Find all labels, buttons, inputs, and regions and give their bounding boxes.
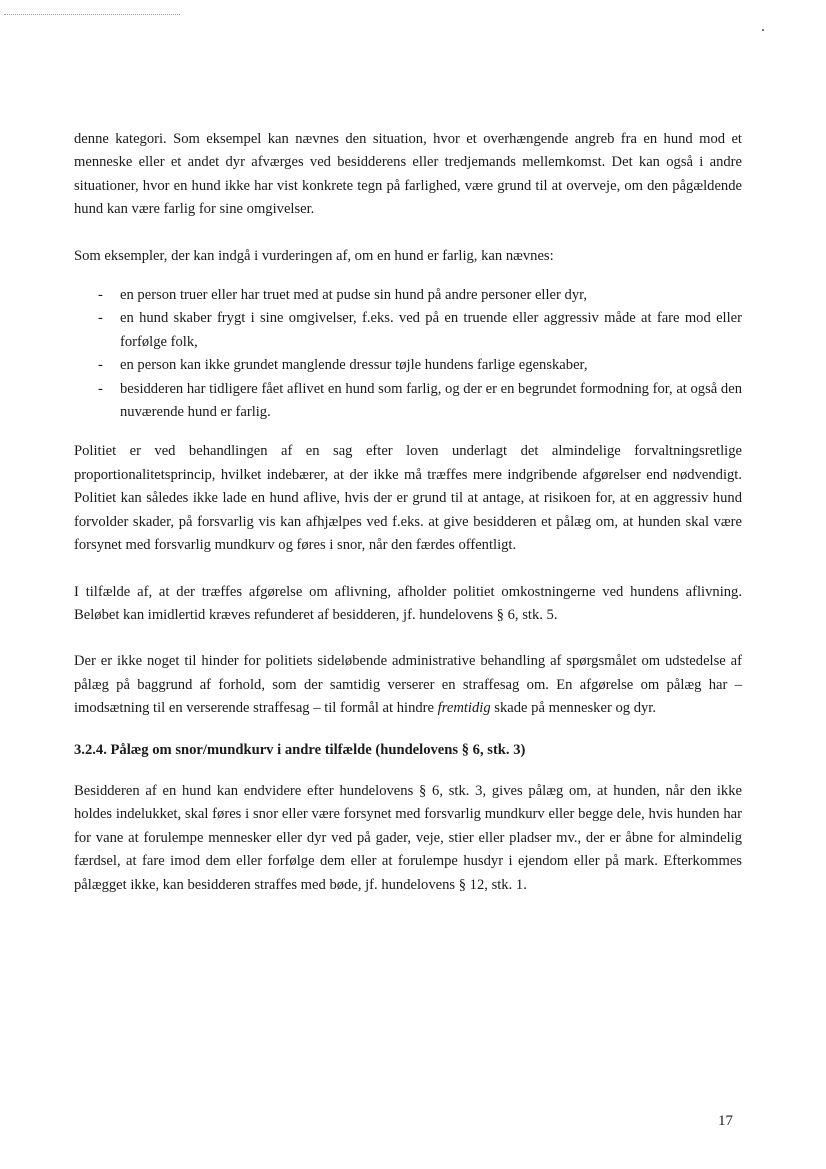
emphasis-text: fremtidig xyxy=(437,700,491,717)
section-heading: 3.2.4. Pålæg om snor/mundkurv i andre tilfælde (hundelovens § 6, stk. 3) xyxy=(74,741,526,758)
scan-artifact-line xyxy=(4,14,180,15)
scan-artifact-dot xyxy=(762,29,764,31)
list-item: - en person kan ikke grundet manglende dressur tøjle hundens farlige egenskaber, xyxy=(98,357,588,374)
paragraph-6: Besidderen af en hund kan endvidere efter hundelovens § 6, stk. 3, gives pålæg om, at hunden, når den ikke holdes indelukket, skal føres i snor eller være forsynet med forsvarlig mundkurv eller begge dele, hvis hunden har for vane at forulempe mennesker eller dyr ved på gader, veje, stier eller pladser mv., der er åbne for almindelig færdsel, at fare imod dem eller forfølge dem eller at forulempe husdyr i ejendom eller på mark. Efterkommes pålægget ikke, kan besidderen straffes med bøde, jf. hundelovens § 12, stk. 1. xyxy=(74,782,742,893)
document-page xyxy=(74,128,742,897)
paragraph-5: Der er ikke noget til hinder for politiets sideløbende administrative behandling af spørgsmålet om udstedelse af pålæg på baggrund af forhold, som der samtidig verserer en straffesag om. En afgørelse om pålæg har – imodsætning til en verserende straffesag – til formål at hindre fremtidig skade på mennesker og dyr. xyxy=(74,653,742,717)
list-item: - en person truer eller har truet med at pudse sin hund på andre personer eller dyr, xyxy=(98,287,588,304)
paragraph-3: Politiet er ved behandlingen af en sag efter loven underlagt det almindelige forvaltningsretlige proportionalitetsprincip, hvilket indebærer, at der ikke må træffes mere indgribende afgørelser end nødvendigt. Politiet kan således ikke lade en hund aflive, hvis der er grund til at antage, at risikoen for, at en aggressiv hund forvolder skader, på forsvarlig vis kan afhjælpes ved f.eks. at give besidderen et pålæg om, at hunden skal være forsynet med forsvarlig mundkurv og føres i snor, når den færdes offentligt. xyxy=(74,443,742,554)
page-number: 17 xyxy=(718,1113,733,1129)
paragraph-4: I tilfælde af, at der træffes afgørelse om aflivning, afholder politiet omkostningerne ved hundens aflivning. Beløbet kan imidlertid kræves refunderet af besidderen, jf. hundelovens § 6, stk. 5. xyxy=(74,583,742,623)
paragraph-1: denne kategori. Som eksempel kan nævnes den situation, hvor et overhængende angreb fra en hund mod et menneske eller et andet dyr afværges ved besidderens eller tredjemands mellemkomst. Det kan også i andre situationer, hvor en hund ikke har vist konkrete tegn på farlighed, være grund til at overveje, om den pågældende hund kan være farlig for sine omgivelser. xyxy=(74,131,742,218)
list-item: - en hund skaber frygt i sine omgivelser, f.eks. ved på en truende eller aggressiv måde at fare mod eller forfølge folk, xyxy=(98,310,742,350)
list-item: - besidderen har tidligere fået aflivet en hund som farlig, og der er en begrundet formodning for, at også den nuværende hund er farlig. xyxy=(98,380,742,421)
example-list xyxy=(74,284,742,424)
paragraph-2: Som eksempler, der kan indgå i vurderingen af, om en hund er farlig, kan nævnes: xyxy=(74,247,554,264)
